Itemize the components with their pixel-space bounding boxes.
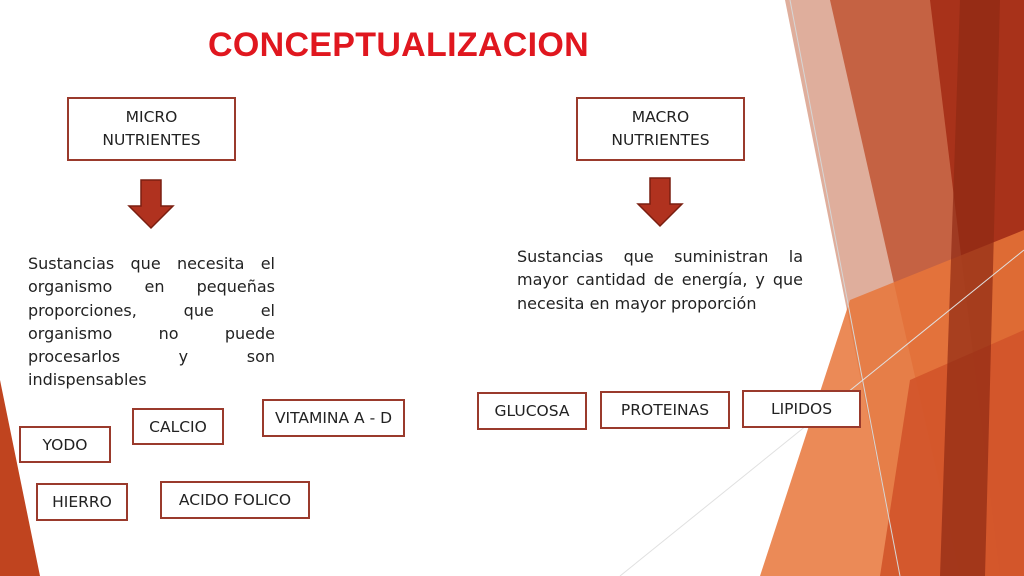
macro-heading-line1: MACRO (631, 108, 690, 126)
down-arrow-icon (127, 178, 175, 230)
micro-description: Sustancias que necesita el organismo en pequeñas proporciones, que el organismo no puede procesarlos y son indispensables (28, 254, 275, 390)
macro-nutrientes-heading-box (576, 97, 745, 161)
micro-nutrientes-heading-box (67, 97, 236, 161)
micro-item-calcio: CALCIO (132, 408, 224, 445)
micro-heading-line2: NUTRIENTES (102, 131, 201, 149)
left-edge-shape (0, 380, 40, 576)
macro-heading-line2: NUTRIENTES (611, 131, 710, 149)
macro-item-lipidos: LIPIDOS (742, 390, 861, 428)
micro-item-acido-folico: ACIDO FOLICO (160, 481, 310, 519)
micro-item-yodo: YODO (19, 426, 111, 463)
macro-item-glucosa: GLUCOSA (477, 392, 587, 430)
down-arrow-icon (636, 176, 684, 228)
page-title: CONCEPTUALIZACION (208, 26, 589, 64)
macro-item-proteinas: PROTEINAS (600, 391, 730, 429)
macro-description: Sustancias que suministran la mayor cantidad de energía, y que necesita en mayor proporción (517, 247, 803, 313)
micro-item-hierro: HIERRO (36, 483, 128, 521)
micro-heading-line1: MICRO (125, 108, 178, 126)
micro-item-vitamina: VITAMINA A - D (262, 399, 405, 437)
